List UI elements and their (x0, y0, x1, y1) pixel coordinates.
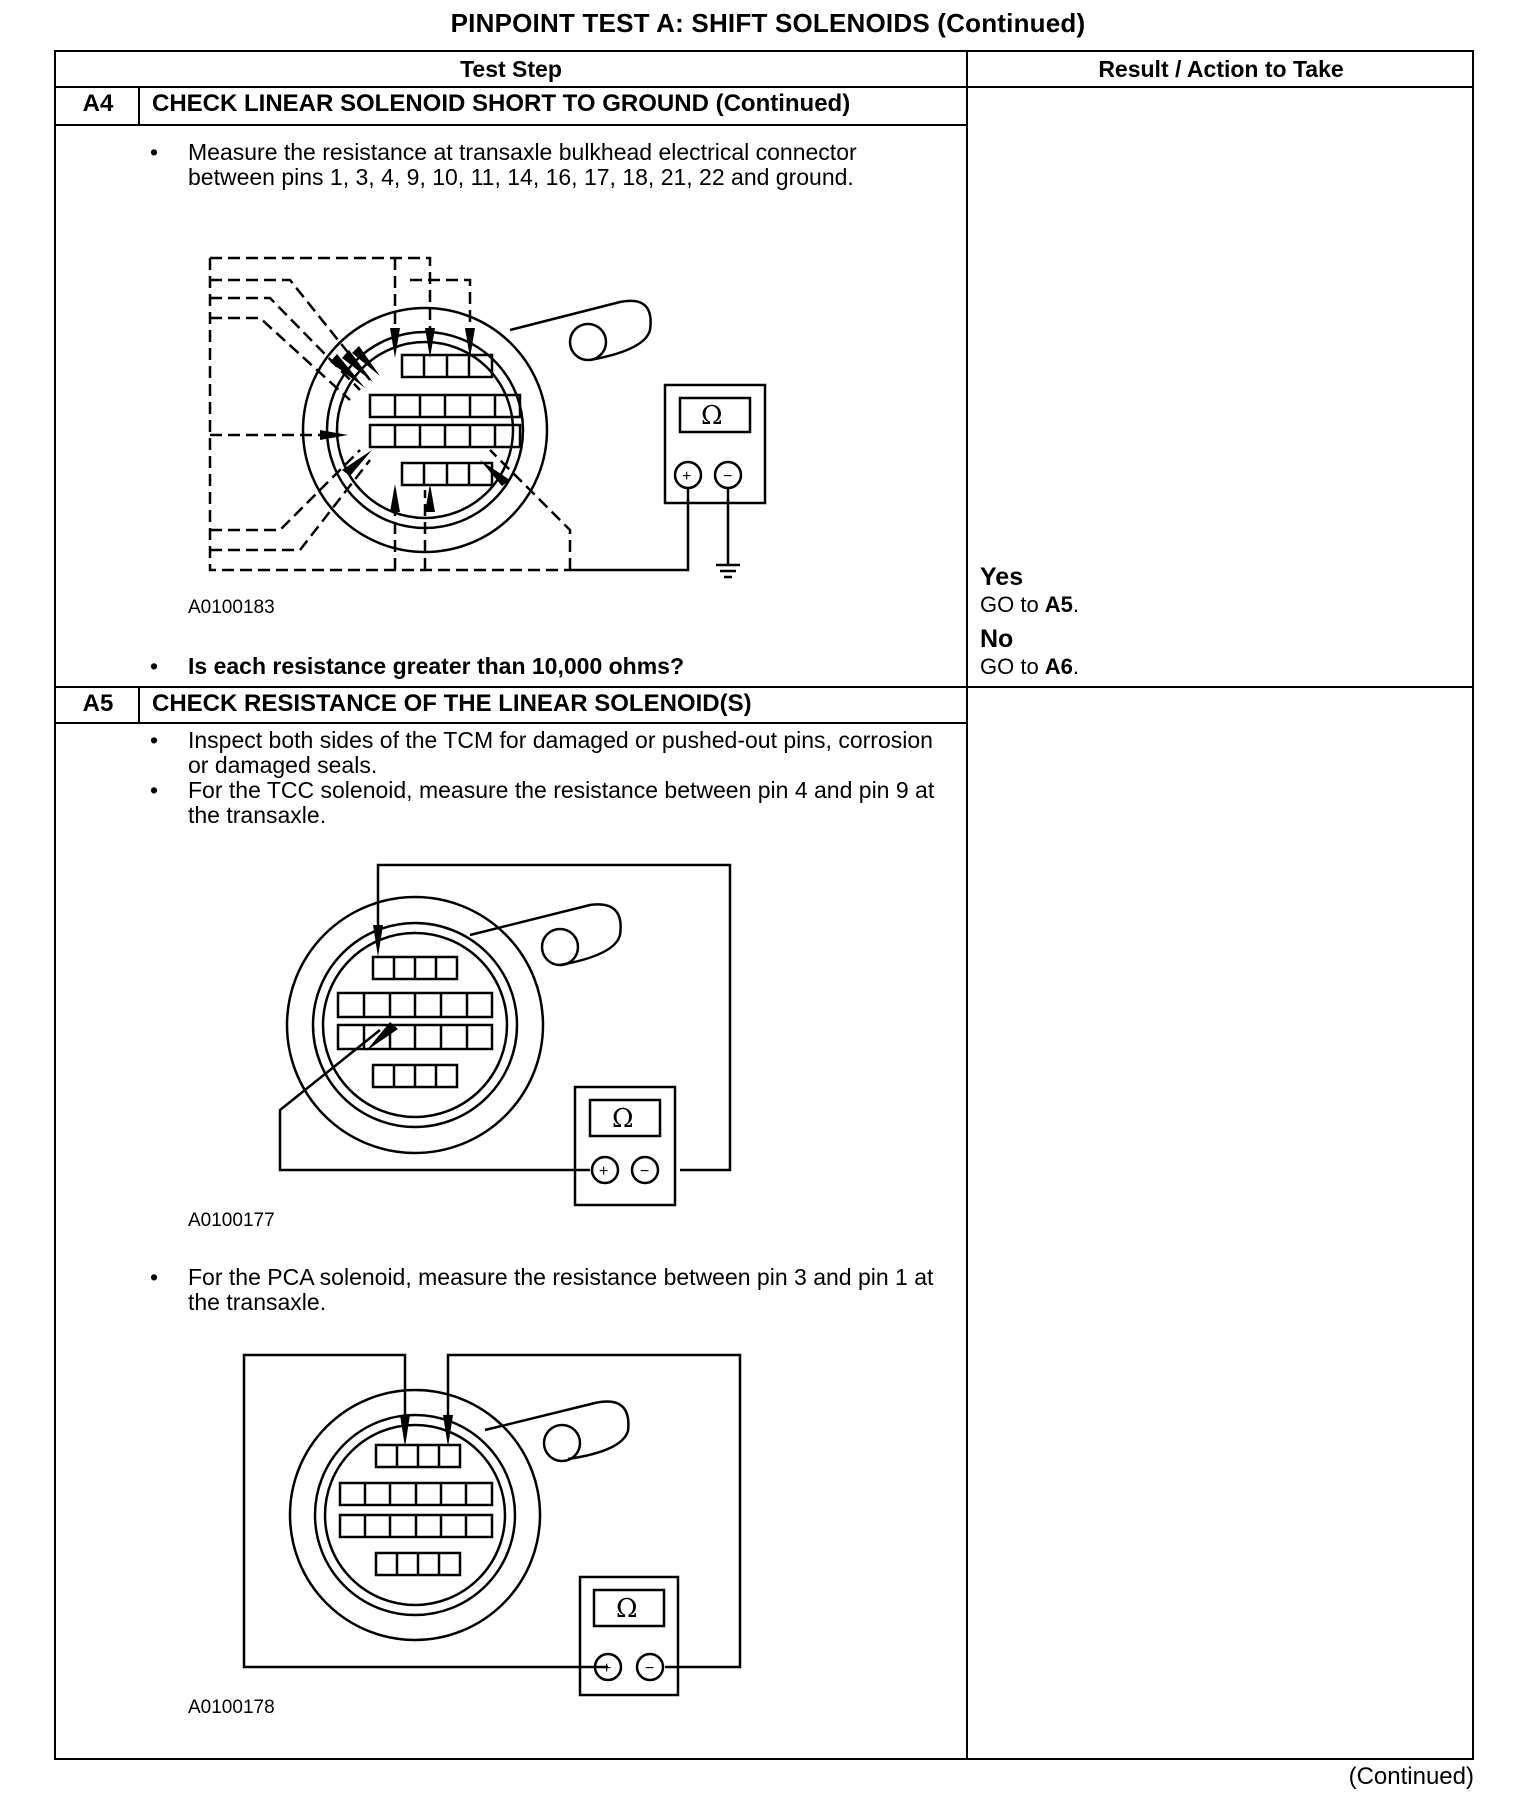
connector-diagram-a0100178 (240, 1355, 750, 1700)
result-no-action: GO to A6. (980, 654, 1080, 679)
figure-code-a0100178: A0100178 (188, 1697, 275, 1718)
link-a5[interactable]: A5 (1044, 592, 1073, 617)
connector-diagram-a0100183 (210, 250, 770, 590)
result-yes-action: GO to A5. (980, 592, 1080, 617)
column-divider (966, 50, 968, 1760)
svg-text:−: − (645, 1660, 655, 1677)
svg-text:−: − (640, 1163, 650, 1180)
a5-top-rule (54, 686, 1474, 688)
result-yes-label: Yes (980, 563, 1024, 591)
result-no-label: No (980, 625, 1014, 653)
svg-text:+: + (602, 1660, 612, 1677)
link-a6[interactable]: A6 (1044, 654, 1073, 679)
svg-text:+: + (682, 468, 692, 485)
column-header-result: Result / Action to Take (1098, 56, 1344, 82)
svg-text:Ω: Ω (612, 1104, 634, 1134)
figure-code-a0100183: A0100183 (188, 597, 275, 618)
continued-note: (Continued) (1348, 1763, 1474, 1790)
step-title-a5: CHECK RESISTANCE OF THE LINEAR SOLENOID(S) (152, 690, 752, 717)
page-title: PINPOINT TEST A: SHIFT SOLENOIDS (Continued) (450, 8, 1086, 38)
step-title-a4: CHECK LINEAR SOLENOID SHORT TO GROUND (Continued) (152, 90, 851, 117)
step-id-a4: A4 (82, 90, 114, 117)
svg-text:−: − (723, 468, 733, 485)
header-rule (54, 86, 1474, 88)
step-id-a5: A5 (82, 690, 114, 717)
a4-title-rule (54, 124, 966, 126)
column-header-test-step: Test Step (460, 56, 562, 82)
svg-text:Ω: Ω (616, 1594, 638, 1624)
figure-code-a0100177: A0100177 (188, 1210, 275, 1231)
a5-title-rule (54, 722, 966, 724)
connector-diagram-a0100177 (270, 865, 740, 1205)
svg-text:Ω: Ω (701, 401, 723, 431)
svg-text:+: + (599, 1163, 609, 1180)
